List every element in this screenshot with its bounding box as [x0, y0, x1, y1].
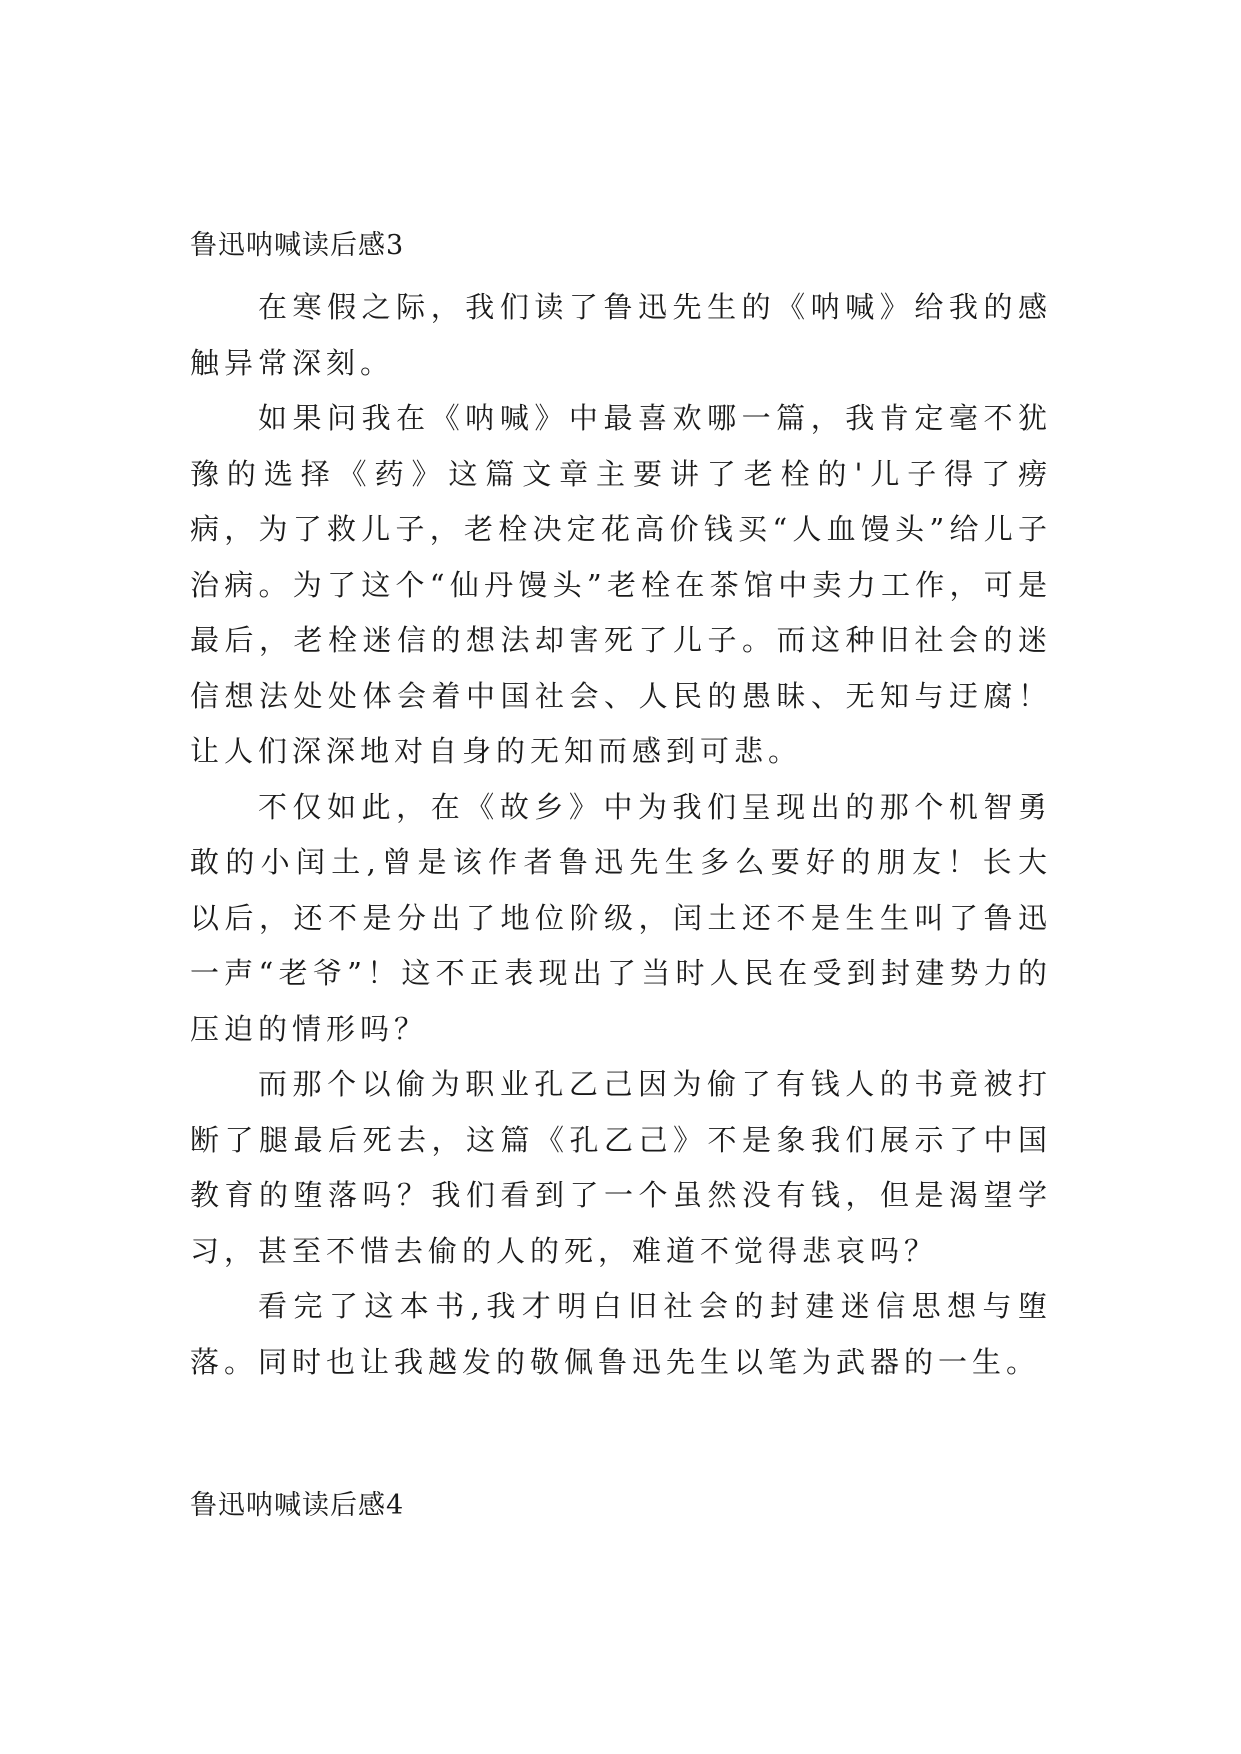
section-title: 鲁迅呐喊读后感4: [190, 1490, 405, 1521]
section-title: 鲁迅呐喊读后感3: [190, 230, 405, 261]
paragraph: 而那个以偷为职业孔乙己因为偷了有钱人的书竟被打断了腿最后死去，这篇《孔乙己》不是象我们展示了中国教育的堕落吗？我们看到了一个虽然没有钱，但是渴望学习，甚至不惜去偷的人的死，难道不觉得悲哀吗？: [190, 1067, 1052, 1268]
paragraph: 不仅如此，在《故乡》中为我们呈现出的那个机智勇敢的小闰土,曾是该作者鲁迅先生多么要好的朋友！长大以后，还不是分出了地位阶级，闰土还不是生生叫了鲁迅一声“老爷”！这不正表现出了当时人民在受到封建势力的压迫的情形吗？: [190, 789, 1052, 1046]
paragraph: 在寒假之际，我们读了鲁迅先生的《呐喊》给我的感触异常深刻。: [190, 290, 1052, 380]
paragraph: 看完了这本书,我才明白旧社会的封建迷信思想与堕落。同时也让我越发的敬佩鲁迅先生以笔为武器的一生。: [190, 1289, 1052, 1379]
section-body: [190, 280, 1052, 1390]
paragraph: 如果问我在《呐喊》中最喜欢哪一篇，我肯定毫不犹豫的选择《药》这篇文章主要讲了老栓的'儿子得了痨病，为了救儿子，老栓决定花高价钱买“人血馒头”给儿子治病。为了这个“仙丹馒头”老栓在茶馆中卖力工作，可是最后，老栓迷信的想法却害死了儿子。而这种旧社会的迷信想法处处体会着中国社会、人民的愚昧、无知与迂腐！让人们深深地对自身的无知而感到可悲。: [190, 401, 1052, 768]
